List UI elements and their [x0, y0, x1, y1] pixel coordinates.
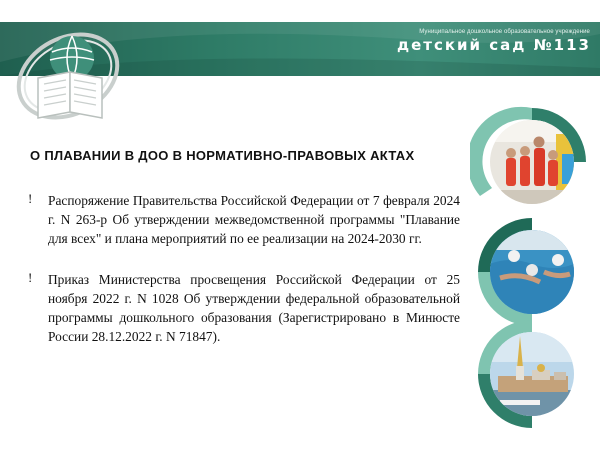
org-name: детский сад №113: [396, 36, 591, 54]
org-type-label: Муниципальное дошкольное образовательное учреждение: [419, 29, 590, 35]
globe-book-icon: [12, 20, 124, 128]
exclamation-icon: !: [28, 270, 33, 285]
bullet-text: Распоряжение Правительства Российской Федерации от 7 февраля 2024 г. N 263-р Об утверждении межведомственной программы "Плавание для всех" и плана мероприятий по ее реализации на 2024-2030 гг.: [48, 193, 460, 246]
slide-title: О ПЛАВАНИИ В ДОО В НОРМАТИВНО-ПРАВОВЫХ АКТАХ: [30, 148, 415, 163]
exclamation-icon: !: [28, 191, 33, 206]
bullet-item: [28, 270, 460, 346]
photo-stack: [470, 104, 600, 434]
city-cathedral-photo: [478, 320, 574, 428]
bullet-item: [28, 191, 460, 248]
children-swim-team-photo: [470, 107, 586, 204]
children-in-pool-photo: [478, 218, 574, 326]
photo-circles: [470, 104, 600, 434]
bullet-list: [28, 191, 460, 368]
bullet-text: Приказ Министерства просвещения Российской Федерации от 25 ноября 2022 г. N 1028 Об утверждении федеральной образовательной программы дошкольного образования (Зарегистрировано в Минюсте России 28.12.2022 г. N 71847).: [48, 272, 460, 344]
